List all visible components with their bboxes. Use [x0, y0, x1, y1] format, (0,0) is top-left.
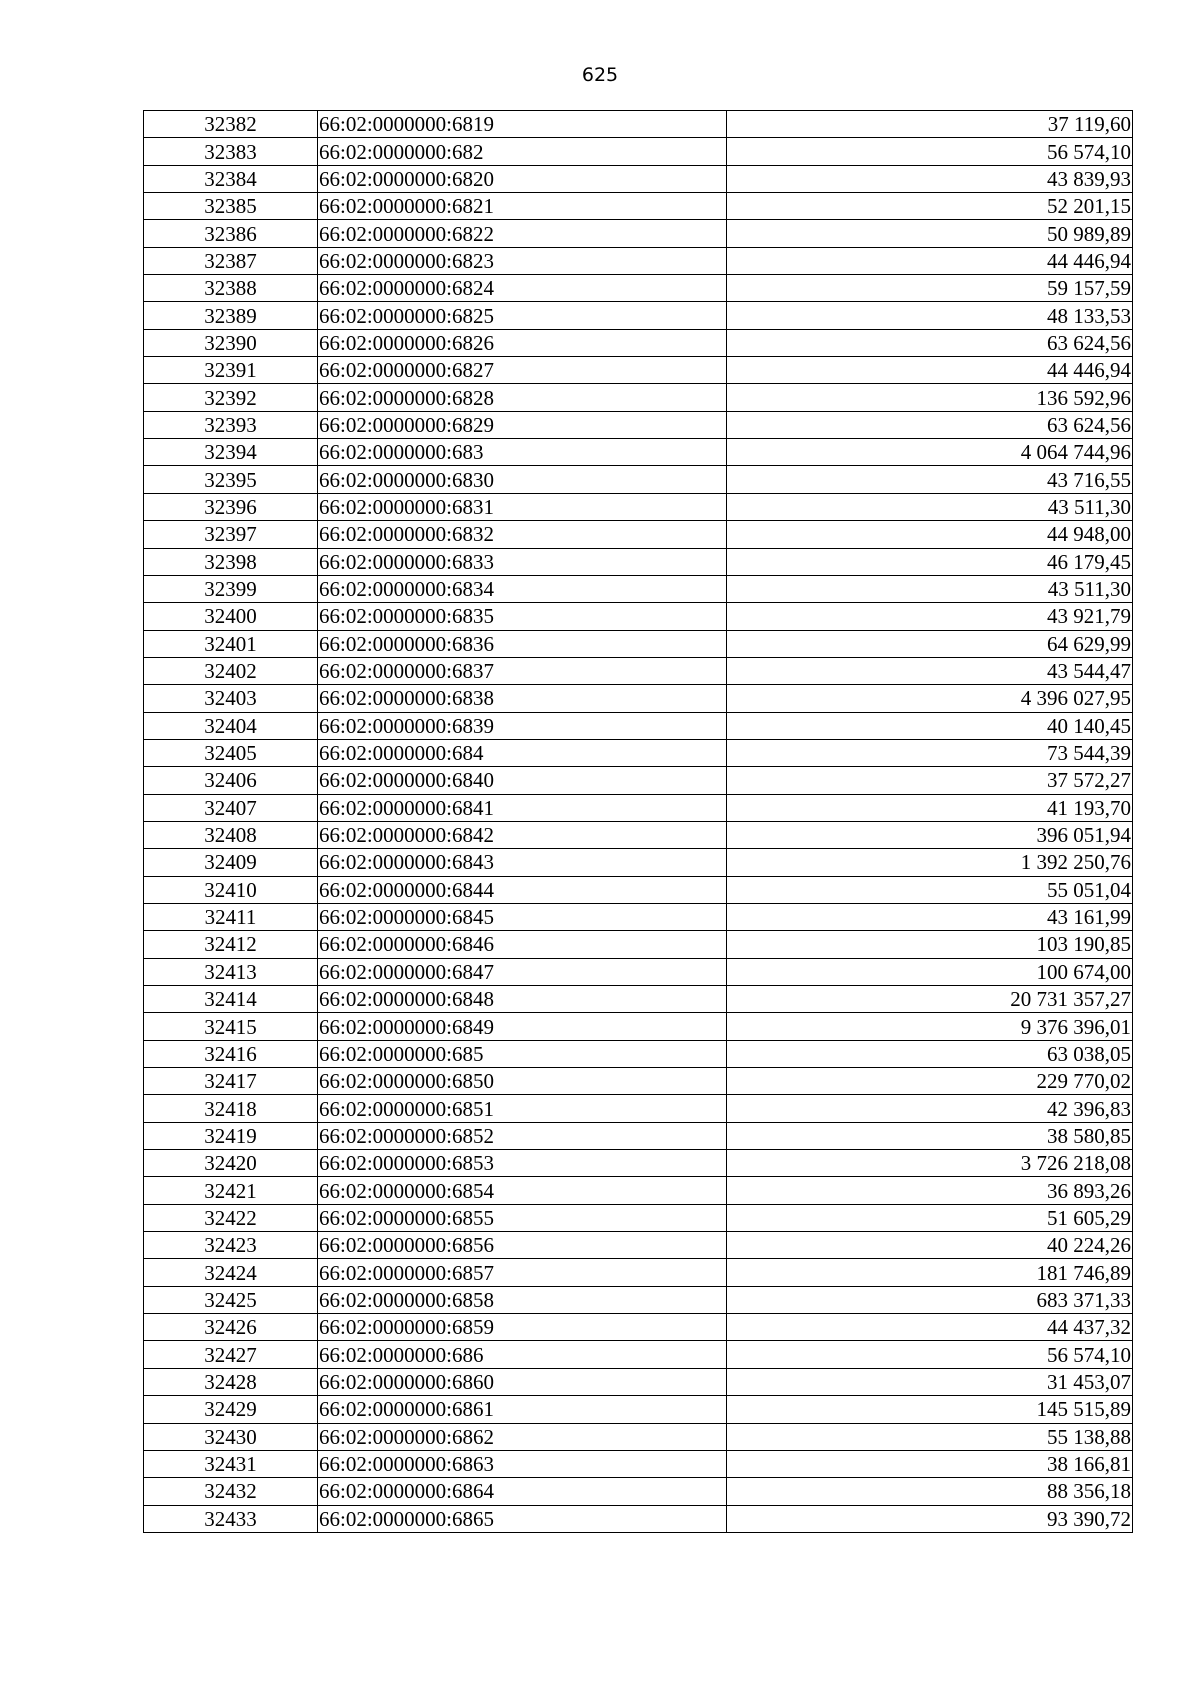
table-row [144, 521, 1133, 548]
value-cell: 93 390,72 [727, 1505, 1133, 1532]
value-cell: 181 746,89 [727, 1259, 1133, 1286]
value-cell: 4 064 744,96 [727, 439, 1133, 466]
value-cell: 56 574,10 [727, 138, 1133, 165]
table-row [144, 302, 1133, 329]
row-number-cell: 32389 [144, 302, 318, 329]
cadastral-number-cell: 66:02:0000000:6857 [318, 1259, 727, 1286]
value-cell: 43 839,93 [727, 165, 1133, 192]
cadastral-number-cell: 66:02:0000000:6822 [318, 220, 727, 247]
table-row [144, 903, 1133, 930]
cadastral-number-cell: 66:02:0000000:6830 [318, 466, 727, 493]
row-number-cell: 32390 [144, 329, 318, 356]
value-cell: 37 119,60 [727, 111, 1133, 138]
cadastral-number-cell: 66:02:0000000:6844 [318, 876, 727, 903]
cadastral-number-cell: 66:02:0000000:6821 [318, 193, 727, 220]
cadastral-number-cell: 66:02:0000000:6824 [318, 275, 727, 302]
cadastral-number-cell: 66:02:0000000:6845 [318, 903, 727, 930]
row-number-cell: 32426 [144, 1314, 318, 1341]
row-number-cell: 32393 [144, 411, 318, 438]
value-cell: 43 544,47 [727, 657, 1133, 684]
row-number-cell: 32398 [144, 548, 318, 575]
cadastral-number-cell: 66:02:0000000:6835 [318, 603, 727, 630]
table-row [144, 329, 1133, 356]
cadastral-number-cell: 66:02:0000000:6826 [318, 329, 727, 356]
table-row [144, 138, 1133, 165]
table-row [144, 1505, 1133, 1532]
cadastral-number-cell: 66:02:0000000:6823 [318, 247, 727, 274]
table-row [144, 275, 1133, 302]
table-row [144, 439, 1133, 466]
value-cell: 55 051,04 [727, 876, 1133, 903]
cadastral-number-cell: 66:02:0000000:686 [318, 1341, 727, 1368]
row-number-cell: 32412 [144, 931, 318, 958]
row-number-cell: 32433 [144, 1505, 318, 1532]
value-cell: 42 396,83 [727, 1095, 1133, 1122]
cadastral-number-cell: 66:02:0000000:6833 [318, 548, 727, 575]
cadastral-number-cell: 66:02:0000000:6836 [318, 630, 727, 657]
row-number-cell: 32427 [144, 1341, 318, 1368]
value-cell: 31 453,07 [727, 1368, 1133, 1395]
value-cell: 64 629,99 [727, 630, 1133, 657]
table-row [144, 630, 1133, 657]
value-cell: 38 580,85 [727, 1122, 1133, 1149]
value-cell: 40 140,45 [727, 712, 1133, 739]
row-number-cell: 32424 [144, 1259, 318, 1286]
table-row [144, 986, 1133, 1013]
table-row [144, 1423, 1133, 1450]
row-number-cell: 32387 [144, 247, 318, 274]
cadastral-number-cell: 66:02:0000000:6861 [318, 1396, 727, 1423]
table-row [144, 1368, 1133, 1395]
row-number-cell: 32385 [144, 193, 318, 220]
table-row [144, 1341, 1133, 1368]
table-row [144, 849, 1133, 876]
table-row [144, 247, 1133, 274]
cadastral-number-cell: 66:02:0000000:6832 [318, 521, 727, 548]
value-cell: 136 592,96 [727, 384, 1133, 411]
table-row [144, 685, 1133, 712]
value-cell: 229 770,02 [727, 1068, 1133, 1095]
cadastral-number-cell: 66:02:0000000:6834 [318, 575, 727, 602]
row-number-cell: 32432 [144, 1478, 318, 1505]
value-cell: 43 921,79 [727, 603, 1133, 630]
value-cell: 55 138,88 [727, 1423, 1133, 1450]
row-number-cell: 32391 [144, 357, 318, 384]
cadastral-number-cell: 66:02:0000000:6854 [318, 1177, 727, 1204]
value-cell: 56 574,10 [727, 1341, 1133, 1368]
table-row [144, 466, 1133, 493]
cadastral-number-cell: 66:02:0000000:685 [318, 1040, 727, 1067]
row-number-cell: 32415 [144, 1013, 318, 1040]
cadastral-number-cell: 66:02:0000000:6831 [318, 493, 727, 520]
table-row [144, 220, 1133, 247]
value-cell: 63 038,05 [727, 1040, 1133, 1067]
value-cell: 52 201,15 [727, 193, 1133, 220]
cadastral-number-cell: 66:02:0000000:6842 [318, 821, 727, 848]
table-row [144, 1450, 1133, 1477]
value-cell: 396 051,94 [727, 821, 1133, 848]
cadastral-number-cell: 66:02:0000000:6841 [318, 794, 727, 821]
table-row [144, 384, 1133, 411]
value-cell: 683 371,33 [727, 1286, 1133, 1313]
table-row [144, 1204, 1133, 1231]
value-cell: 1 392 250,76 [727, 849, 1133, 876]
value-cell: 51 605,29 [727, 1204, 1133, 1231]
cadastral-number-cell: 66:02:0000000:6846 [318, 931, 727, 958]
table-row [144, 1259, 1133, 1286]
row-number-cell: 32404 [144, 712, 318, 739]
table-row [144, 1396, 1133, 1423]
row-number-cell: 32417 [144, 1068, 318, 1095]
table-row [144, 493, 1133, 520]
value-cell: 48 133,53 [727, 302, 1133, 329]
row-number-cell: 32411 [144, 903, 318, 930]
value-cell: 63 624,56 [727, 411, 1133, 438]
table-row [144, 357, 1133, 384]
cadastral-number-cell: 66:02:0000000:6850 [318, 1068, 727, 1095]
row-number-cell: 32405 [144, 739, 318, 766]
value-cell: 63 624,56 [727, 329, 1133, 356]
table-row [144, 821, 1133, 848]
cadastral-number-cell: 66:02:0000000:6837 [318, 657, 727, 684]
value-cell: 4 396 027,95 [727, 685, 1133, 712]
table-row [144, 1232, 1133, 1259]
row-number-cell: 32397 [144, 521, 318, 548]
value-cell: 59 157,59 [727, 275, 1133, 302]
value-cell: 44 446,94 [727, 357, 1133, 384]
row-number-cell: 32430 [144, 1423, 318, 1450]
row-number-cell: 32388 [144, 275, 318, 302]
table-row [144, 1040, 1133, 1067]
row-number-cell: 32423 [144, 1232, 318, 1259]
cadastral-number-cell: 66:02:0000000:6829 [318, 411, 727, 438]
value-cell: 103 190,85 [727, 931, 1133, 958]
cadastral-number-cell: 66:02:0000000:6840 [318, 767, 727, 794]
cadastral-number-cell: 66:02:0000000:682 [318, 138, 727, 165]
table-body [144, 111, 1133, 1533]
row-number-cell: 32392 [144, 384, 318, 411]
row-number-cell: 32394 [144, 439, 318, 466]
table-row [144, 739, 1133, 766]
cadastral-number-cell: 66:02:0000000:6865 [318, 1505, 727, 1532]
row-number-cell: 32410 [144, 876, 318, 903]
value-cell: 43 716,55 [727, 466, 1133, 493]
cadastral-number-cell: 66:02:0000000:6862 [318, 1423, 727, 1450]
row-number-cell: 32386 [144, 220, 318, 247]
row-number-cell: 32429 [144, 1396, 318, 1423]
table-row [144, 1122, 1133, 1149]
cadastral-number-cell: 66:02:0000000:6853 [318, 1150, 727, 1177]
value-cell: 88 356,18 [727, 1478, 1133, 1505]
cadastral-number-cell: 66:02:0000000:6838 [318, 685, 727, 712]
row-number-cell: 32400 [144, 603, 318, 630]
table-row [144, 411, 1133, 438]
value-cell: 44 948,00 [727, 521, 1133, 548]
row-number-cell: 32425 [144, 1286, 318, 1313]
row-number-cell: 32420 [144, 1150, 318, 1177]
cadastral-number-cell: 66:02:0000000:6863 [318, 1450, 727, 1477]
table-row [144, 1177, 1133, 1204]
cadastral-number-cell: 66:02:0000000:6849 [318, 1013, 727, 1040]
row-number-cell: 32382 [144, 111, 318, 138]
table-row [144, 111, 1133, 138]
row-number-cell: 32418 [144, 1095, 318, 1122]
value-cell: 145 515,89 [727, 1396, 1133, 1423]
value-cell: 38 166,81 [727, 1450, 1133, 1477]
cadastral-table-container [143, 110, 1133, 1533]
value-cell: 46 179,45 [727, 548, 1133, 575]
value-cell: 73 544,39 [727, 739, 1133, 766]
table-row [144, 657, 1133, 684]
value-cell: 3 726 218,08 [727, 1150, 1133, 1177]
table-row [144, 1314, 1133, 1341]
cadastral-number-cell: 66:02:0000000:6827 [318, 357, 727, 384]
value-cell: 50 989,89 [727, 220, 1133, 247]
table-row [144, 603, 1133, 630]
row-number-cell: 32399 [144, 575, 318, 602]
row-number-cell: 32416 [144, 1040, 318, 1067]
value-cell: 37 572,27 [727, 767, 1133, 794]
row-number-cell: 32413 [144, 958, 318, 985]
table-row [144, 193, 1133, 220]
page-number: 625 [581, 64, 619, 86]
table-row [144, 876, 1133, 903]
cadastral-number-cell: 66:02:0000000:6819 [318, 111, 727, 138]
row-number-cell: 32407 [144, 794, 318, 821]
table-row [144, 1478, 1133, 1505]
row-number-cell: 32384 [144, 165, 318, 192]
cadastral-number-cell: 66:02:0000000:6860 [318, 1368, 727, 1395]
value-cell: 43 511,30 [727, 575, 1133, 602]
cadastral-number-cell: 66:02:0000000:6851 [318, 1095, 727, 1122]
cadastral-number-cell: 66:02:0000000:6825 [318, 302, 727, 329]
row-number-cell: 32401 [144, 630, 318, 657]
table-row [144, 1286, 1133, 1313]
table-row [144, 165, 1133, 192]
cadastral-number-cell: 66:02:0000000:6859 [318, 1314, 727, 1341]
table-row [144, 1150, 1133, 1177]
table-row [144, 794, 1133, 821]
row-number-cell: 32396 [144, 493, 318, 520]
table-row [144, 575, 1133, 602]
row-number-cell: 32406 [144, 767, 318, 794]
cadastral-number-cell: 66:02:0000000:6852 [318, 1122, 727, 1149]
cadastral-number-cell: 66:02:0000000:6858 [318, 1286, 727, 1313]
cadastral-number-cell: 66:02:0000000:6855 [318, 1204, 727, 1231]
cadastral-number-cell: 66:02:0000000:6828 [318, 384, 727, 411]
table-row [144, 1068, 1133, 1095]
row-number-cell: 32383 [144, 138, 318, 165]
table-row [144, 548, 1133, 575]
table-row [144, 958, 1133, 985]
cadastral-number-cell: 66:02:0000000:683 [318, 439, 727, 466]
value-cell: 40 224,26 [727, 1232, 1133, 1259]
cadastral-number-cell: 66:02:0000000:6820 [318, 165, 727, 192]
table-row [144, 1095, 1133, 1122]
value-cell: 9 376 396,01 [727, 1013, 1133, 1040]
cadastral-number-cell: 66:02:0000000:6864 [318, 1478, 727, 1505]
value-cell: 44 437,32 [727, 1314, 1133, 1341]
row-number-cell: 32431 [144, 1450, 318, 1477]
cadastral-number-cell: 66:02:0000000:6847 [318, 958, 727, 985]
table-row [144, 931, 1133, 958]
cadastral-number-cell: 66:02:0000000:6843 [318, 849, 727, 876]
row-number-cell: 32395 [144, 466, 318, 493]
value-cell: 36 893,26 [727, 1177, 1133, 1204]
cadastral-number-cell: 66:02:0000000:684 [318, 739, 727, 766]
value-cell: 43 511,30 [727, 493, 1133, 520]
value-cell: 20 731 357,27 [727, 986, 1133, 1013]
value-cell: 41 193,70 [727, 794, 1133, 821]
row-number-cell: 32402 [144, 657, 318, 684]
table-row [144, 1013, 1133, 1040]
row-number-cell: 32408 [144, 821, 318, 848]
value-cell: 44 446,94 [727, 247, 1133, 274]
value-cell: 100 674,00 [727, 958, 1133, 985]
row-number-cell: 32428 [144, 1368, 318, 1395]
row-number-cell: 32409 [144, 849, 318, 876]
table-row [144, 767, 1133, 794]
cadastral-table [143, 110, 1133, 1533]
row-number-cell: 32419 [144, 1122, 318, 1149]
row-number-cell: 32421 [144, 1177, 318, 1204]
row-number-cell: 32403 [144, 685, 318, 712]
value-cell: 43 161,99 [727, 903, 1133, 930]
cadastral-number-cell: 66:02:0000000:6848 [318, 986, 727, 1013]
row-number-cell: 32414 [144, 986, 318, 1013]
row-number-cell: 32422 [144, 1204, 318, 1231]
cadastral-number-cell: 66:02:0000000:6856 [318, 1232, 727, 1259]
table-row [144, 712, 1133, 739]
cadastral-number-cell: 66:02:0000000:6839 [318, 712, 727, 739]
